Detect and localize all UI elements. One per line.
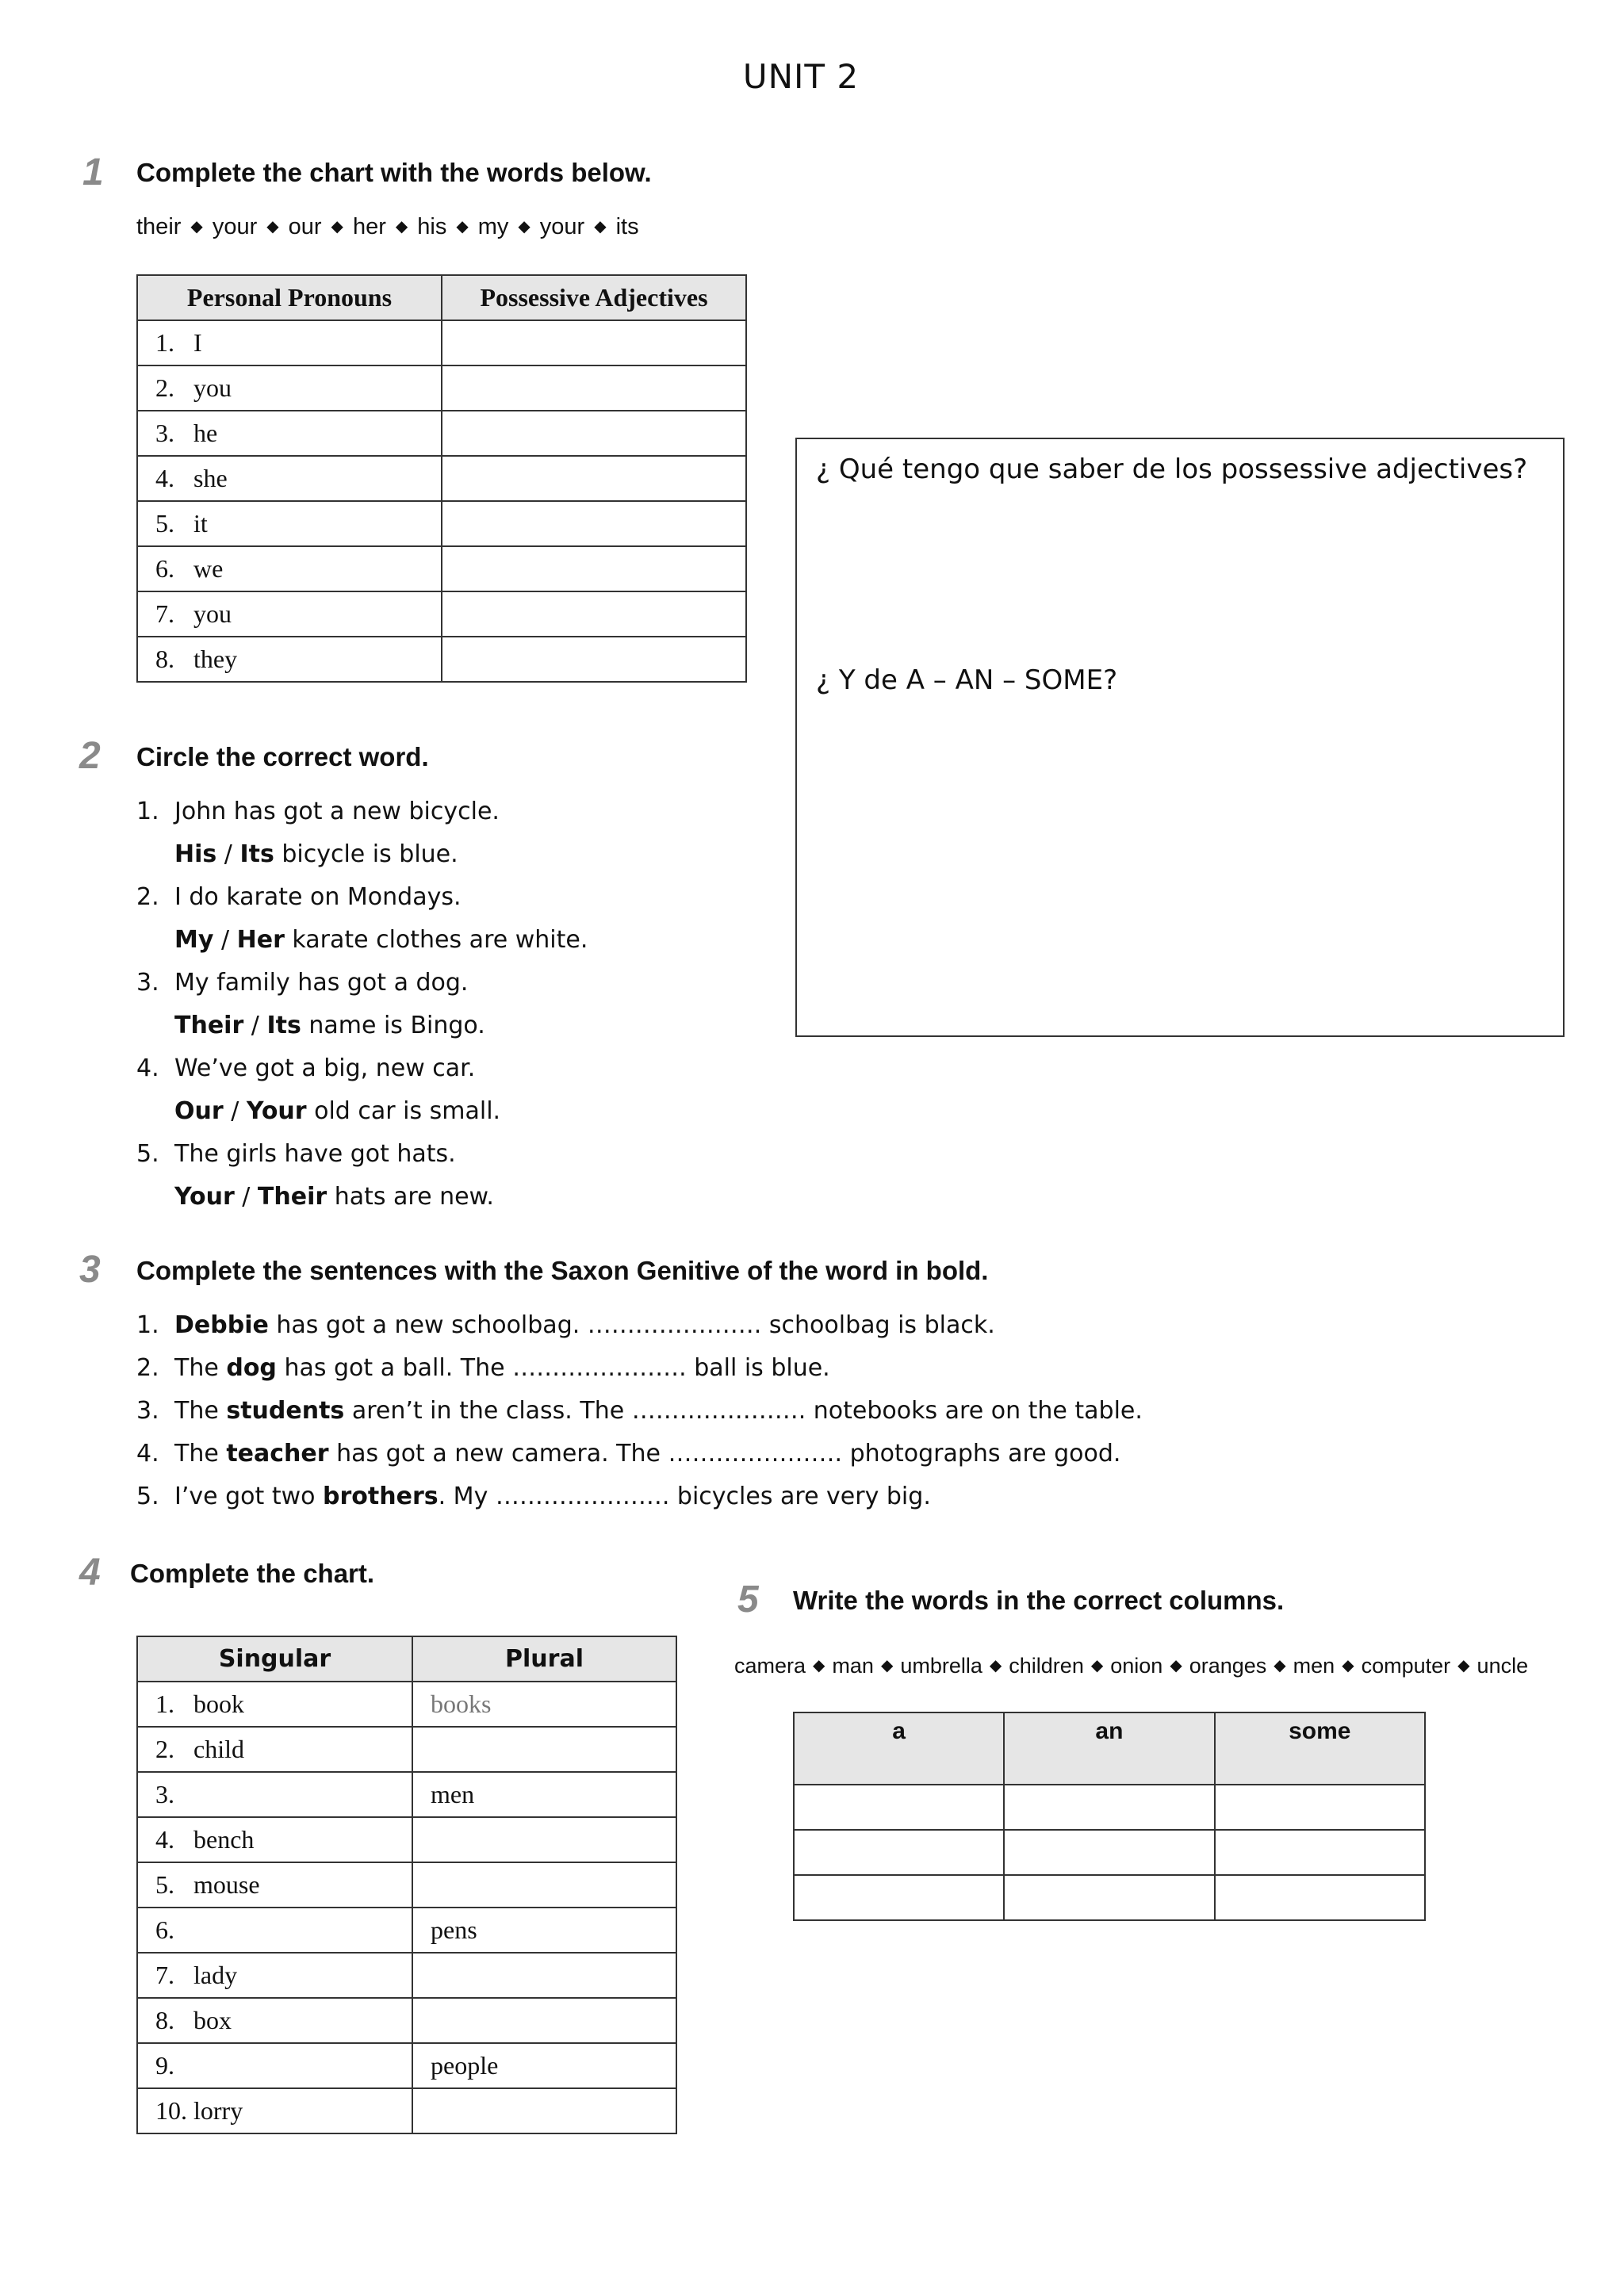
table-row: 8. they — [137, 637, 746, 682]
word: your — [212, 214, 258, 239]
table-row: 5. it — [137, 501, 746, 546]
word: computer — [1361, 1654, 1451, 1678]
list-item[interactable]: 4. The teacher has got a new camera. The …………………. photographs are good. — [136, 1440, 1121, 1468]
table-row: 7. you — [137, 591, 746, 637]
word: their — [136, 214, 182, 239]
choice-line: Our / Your old car is small. — [174, 1097, 501, 1125]
answer-cell[interactable] — [1004, 1785, 1214, 1830]
word: oranges — [1189, 1654, 1267, 1678]
answer-cell[interactable] — [412, 1998, 676, 2043]
word: onion — [1110, 1654, 1163, 1678]
word: umbrella — [900, 1654, 982, 1678]
answer-cell[interactable] — [412, 2088, 676, 2133]
table-row: 10. lorry — [137, 2088, 676, 2133]
answer-cell[interactable] — [442, 411, 746, 456]
exercise-2-list — [136, 790, 588, 1219]
answer-cell[interactable] — [1215, 1875, 1425, 1920]
exercise-3-heading: Complete the sentences with the Saxon Genitive of the word in bold. — [136, 1256, 989, 1285]
option[interactable]: My — [174, 926, 214, 954]
answer-cell[interactable]: pens — [412, 1908, 676, 1953]
table-row: 1. I — [137, 320, 746, 365]
answer-cell[interactable] — [442, 546, 746, 591]
answer-cell[interactable] — [412, 1727, 676, 1772]
option[interactable]: His — [174, 840, 217, 868]
option[interactable]: Our — [174, 1097, 224, 1125]
option[interactable]: Your — [174, 1183, 235, 1211]
word: children — [1009, 1654, 1084, 1678]
word: its — [615, 214, 639, 239]
column-header: a — [794, 1712, 1004, 1785]
answer-cell[interactable] — [442, 637, 746, 682]
word: our — [288, 214, 322, 239]
answer-cell[interactable] — [1215, 1830, 1425, 1875]
table-row: 6. pens — [137, 1908, 676, 1953]
option[interactable]: Their — [174, 1012, 244, 1039]
list-item[interactable]: 5. I’ve got two brothers. My …………………. bicycles are very big. — [136, 1483, 931, 1510]
word: my — [477, 214, 509, 239]
answer-cell[interactable] — [794, 1785, 1004, 1830]
exercise-5-number: 5 — [737, 1578, 759, 1621]
table-row: 4. bench — [137, 1817, 676, 1862]
answer-cell[interactable] — [1004, 1875, 1214, 1920]
choice-line: My / Her karate clothes are white. — [174, 926, 588, 954]
grammar-notes-box[interactable] — [795, 438, 1565, 1037]
exercise-2-number: 2 — [79, 735, 101, 777]
option[interactable]: Their — [257, 1183, 327, 1211]
table-row — [794, 1830, 1425, 1875]
exercise-5-word-bank: camera ◆ man ◆ umbrella ◆ children ◆ onion ◆ oranges ◆ men ◆ computer ◆ uncle — [734, 1654, 1529, 1678]
list-item[interactable]: 2. The dog has got a ball. The …………………. ball is blue. — [136, 1354, 830, 1382]
exercise-1-word-bank: their ◆ your ◆ our ◆ her ◆ his ◆ my ◆ your ◆ its — [136, 214, 639, 239]
option[interactable]: Its — [239, 840, 274, 868]
list-item: 5. The girls have got hats. — [136, 1140, 456, 1168]
table-row: 4. she — [137, 456, 746, 501]
answer-cell[interactable]: men — [412, 1772, 676, 1817]
answer-cell[interactable] — [442, 320, 746, 365]
answer-cell[interactable]: people — [412, 2043, 676, 2088]
column-header: an — [1004, 1712, 1214, 1785]
option[interactable]: Her — [236, 926, 285, 954]
table-row: 3. men — [137, 1772, 676, 1817]
pronouns-chart — [136, 274, 747, 683]
word: man — [832, 1654, 874, 1678]
choice-line: Your / Their hats are new. — [174, 1183, 494, 1211]
answer-cell[interactable] — [442, 501, 746, 546]
table-row: 7. lady — [137, 1953, 676, 1998]
answer-cell[interactable] — [794, 1830, 1004, 1875]
exercise-1-number: 1 — [82, 151, 104, 193]
table-row: 6. we — [137, 546, 746, 591]
exercise-4-heading: Complete the chart. — [130, 1559, 375, 1588]
answer-cell[interactable] — [1004, 1830, 1214, 1875]
table-row: 2. child — [137, 1727, 676, 1772]
exercise-3-number: 3 — [79, 1249, 101, 1291]
table-row: 9. people — [137, 2043, 676, 2088]
table-row: 8. box — [137, 1998, 676, 2043]
articles-chart — [793, 1712, 1426, 1921]
answer-cell[interactable] — [442, 365, 746, 411]
column-header: Possessive Adjectives — [442, 275, 746, 320]
exercise-5-heading: Write the words in the correct columns. — [793, 1586, 1285, 1615]
exercise-1-heading: Complete the chart with the words below. — [136, 158, 652, 187]
table-row: 2. you — [137, 365, 746, 411]
list-item: 2. I do karate on Mondays. — [136, 883, 462, 911]
word: men — [1293, 1654, 1335, 1678]
column-header: Plural — [412, 1636, 676, 1682]
answer-cell[interactable] — [442, 591, 746, 637]
word: his — [417, 214, 447, 239]
exercise-3-list — [136, 1304, 1143, 1518]
choice-line: Their / Its name is Bingo. — [174, 1012, 485, 1039]
option[interactable]: Your — [246, 1097, 307, 1125]
list-item[interactable]: 1. Debbie has got a new schoolbag. …………………. schoolbag is black. — [136, 1311, 995, 1339]
list-item: 3. My family has got a dog. — [136, 969, 469, 997]
exercise-4-number: 4 — [79, 1552, 101, 1594]
word: camera — [734, 1654, 806, 1678]
table-row: 5. mouse — [137, 1862, 676, 1908]
column-header: Personal Pronouns — [137, 275, 442, 320]
table-row — [794, 1785, 1425, 1830]
answer-cell[interactable] — [412, 1862, 676, 1908]
answer-cell[interactable] — [1215, 1785, 1425, 1830]
table-row — [794, 1875, 1425, 1920]
plurals-chart — [136, 1636, 677, 2134]
word: uncle — [1477, 1654, 1529, 1678]
notes-question-possessives: ¿ Qué tengo que saber de los possessive adjectives? — [816, 453, 1528, 485]
column-header: Singular — [137, 1636, 412, 1682]
answer-cell[interactable] — [412, 1953, 676, 1998]
page-title: UNIT 2 — [742, 57, 860, 96]
answer-cell[interactable]: books — [412, 1682, 676, 1727]
answer-cell[interactable] — [442, 456, 746, 501]
word: your — [539, 214, 585, 239]
exercise-2-heading: Circle the correct word. — [136, 742, 429, 771]
notes-question-articles: ¿ Y de A – AN – SOME? — [816, 664, 1118, 696]
table-row: 3. he — [137, 411, 746, 456]
answer-cell[interactable] — [794, 1875, 1004, 1920]
column-header: some — [1215, 1712, 1425, 1785]
choice-line: His / Its bicycle is blue. — [174, 840, 458, 868]
word: her — [352, 214, 386, 239]
list-item[interactable]: 3. The students aren’t in the class. The …………………. notebooks are on the table. — [136, 1397, 1143, 1425]
answer-cell[interactable] — [412, 1817, 676, 1862]
list-item: 1. John has got a new bicycle. — [136, 798, 500, 825]
table-row: 1. book books — [137, 1682, 676, 1727]
list-item: 4. We’ve got a big, new car. — [136, 1054, 476, 1082]
option[interactable]: Its — [266, 1012, 301, 1039]
